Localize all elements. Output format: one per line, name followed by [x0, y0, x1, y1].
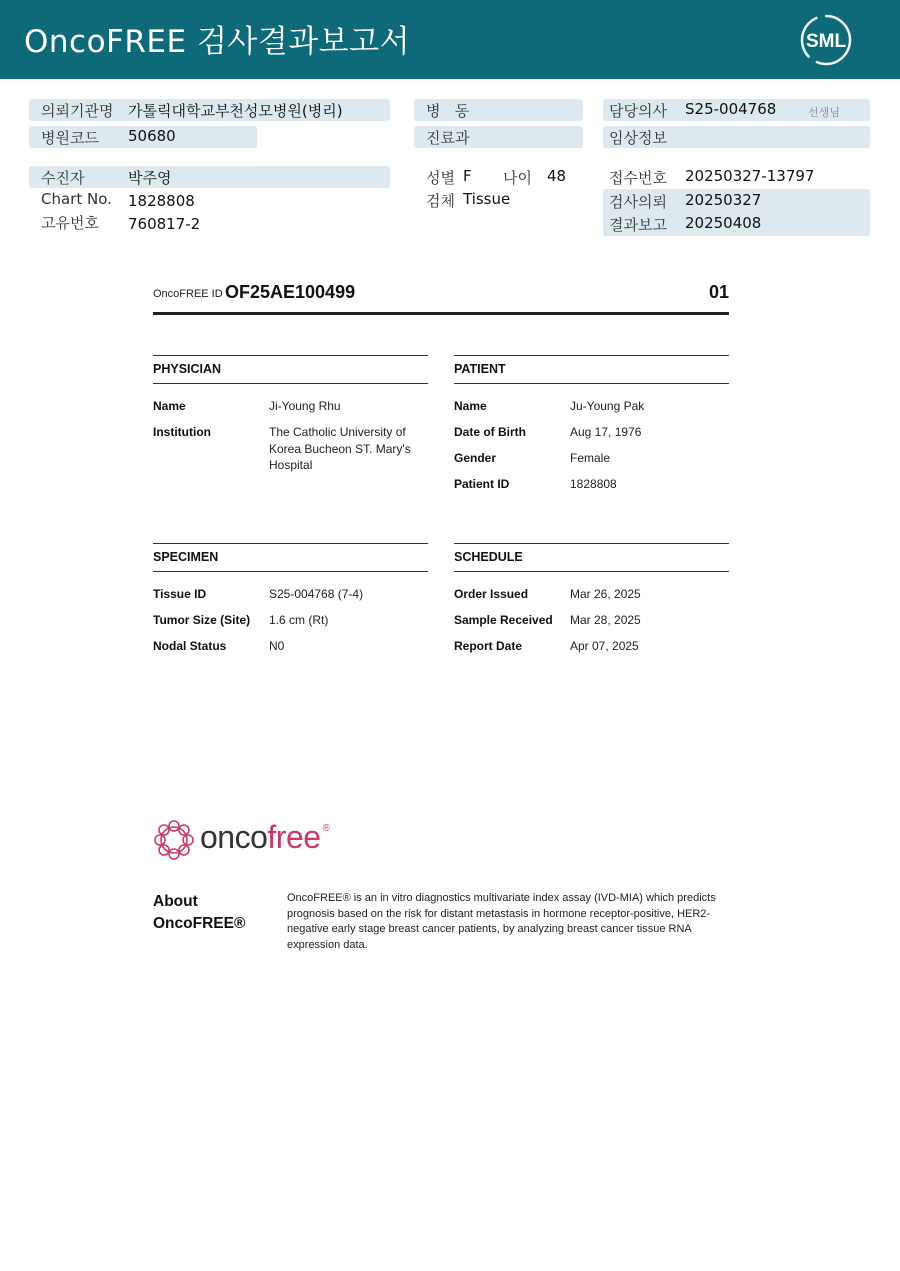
- schedule-report-value: Apr 07, 2025: [570, 639, 639, 653]
- nodal-status-value: N0: [269, 639, 285, 653]
- physician-title: PHYSICIAN: [153, 355, 428, 384]
- oncofree-emblem-icon: [152, 818, 196, 862]
- oncofree-logo: [152, 818, 342, 864]
- specimen-label: 검체: [426, 192, 455, 210]
- sex-label: 성별: [426, 169, 455, 187]
- order-issued-row: [454, 586, 729, 604]
- order-issued-label: Order Issued: [454, 587, 529, 601]
- patient-value: 박주영: [128, 169, 172, 187]
- sex-value: F: [463, 167, 472, 185]
- hospital-label: 의뢰기관명: [41, 102, 114, 120]
- schedule-title: SCHEDULE: [454, 543, 729, 572]
- hospital-value: 가톨릭대학교부천성모병원(병리): [128, 102, 343, 120]
- page-number: 01: [708, 282, 729, 302]
- patient-gender-value: Female: [570, 451, 611, 465]
- oncofree-wordmark: [200, 819, 330, 856]
- unique-value: 760817-2: [128, 215, 201, 233]
- receipt-label: 접수번호: [609, 169, 667, 187]
- oncofree-id-label: OncoFREE ID: [153, 288, 223, 300]
- request-value: 20250327: [685, 191, 762, 209]
- patient-gender-label: Gender: [454, 451, 497, 465]
- doctor-value: S25-004768: [685, 100, 777, 118]
- nodal-status-label: Nodal Status: [153, 639, 227, 653]
- physician-institution-value: The Catholic University of Korea Bucheon ST. Mary's Hospital: [269, 425, 411, 472]
- physician-name-value: Ji-Young Rhu: [269, 399, 341, 413]
- tissue-id-label: Tissue ID: [153, 587, 207, 601]
- patient-name-row: [454, 398, 729, 416]
- patient-id-row: [454, 476, 729, 494]
- nodal-status-row: [153, 638, 428, 656]
- patient-id-value: 1828808: [570, 477, 617, 491]
- schedule-report-label: Report Date: [454, 639, 523, 653]
- chart-label: Chart No.: [41, 190, 112, 208]
- wordmark-free: free: [267, 819, 321, 855]
- age-label: 나이: [503, 169, 532, 187]
- report-title: OncoFREE 검사결과보고서: [24, 24, 411, 60]
- sample-received-value: Mar 28, 2025: [570, 613, 641, 627]
- patient-dob-row: [454, 424, 729, 442]
- request-label: 검사의뢰: [609, 193, 667, 211]
- receipt-value: 20250327-13797: [685, 167, 815, 185]
- chart-value: 1828808: [128, 192, 195, 210]
- patient-title: PATIENT: [454, 355, 729, 384]
- about-title: [153, 891, 245, 935]
- specimen-section: [153, 543, 428, 656]
- unique-label: 고유번호: [41, 214, 99, 232]
- physician-name-label: Name: [153, 399, 186, 413]
- tissue-id-row: [153, 586, 428, 604]
- wordmark-reg: ®: [322, 823, 330, 834]
- physician-institution-label: Institution: [153, 425, 211, 439]
- sml-logo-text: SML: [805, 31, 847, 52]
- hospital-code-value: 50680: [128, 127, 176, 145]
- patient-name-label: Name: [454, 399, 487, 413]
- doctor-suffix: 선생님: [808, 106, 840, 119]
- age-value: 48: [547, 167, 567, 185]
- physician-institution-row: [153, 424, 428, 474]
- specimen-value: Tissue: [463, 190, 511, 208]
- patient-gender-row: [454, 450, 729, 468]
- ward-label: 병 동: [426, 102, 470, 120]
- wordmark-onco: onco: [200, 819, 268, 855]
- report-date-row: [454, 638, 729, 656]
- about-title-line2: OncoFREE®: [153, 915, 246, 932]
- physician-name-row: [153, 398, 428, 416]
- patient-section: [454, 355, 729, 494]
- tumor-size-label: Tumor Size (Site): [153, 613, 251, 627]
- patient-dob-value: Aug 17, 1976: [570, 425, 642, 439]
- schedule-section: [454, 543, 729, 656]
- oncofree-id-value: OF25AE100499: [225, 282, 356, 302]
- report-header: [0, 0, 900, 79]
- oncofree-id-row: [153, 281, 729, 315]
- report-date-value: 20250408: [685, 214, 762, 232]
- tumor-size-row: [153, 612, 428, 630]
- doctor-label: 담당의사: [609, 102, 667, 120]
- patient-dob-label: Date of Birth: [454, 425, 526, 439]
- about-title-line1: About: [153, 893, 198, 910]
- hospital-code-label: 병원코드: [41, 129, 99, 147]
- about-text: OncoFREE® is an in vitro diagnostics multivariate index assay (IVD-MIA) which predicts prognosis based on the risk for distant metastasis in hormone receptor-positive, HER2-negative early stage breast cancer patients, by analyzing breast cancer tissue RNA expression data.: [287, 892, 716, 951]
- physician-section: [153, 355, 428, 474]
- patient-label: 수진자: [41, 169, 85, 187]
- clinical-label: 임상정보: [609, 129, 667, 147]
- patient-id-label: Patient ID: [454, 477, 510, 491]
- specimen-title: SPECIMEN: [153, 543, 428, 572]
- sml-logo: [798, 12, 854, 68]
- tissue-id-value: S25-004768 (7-4): [269, 587, 364, 601]
- sample-received-row: [454, 612, 729, 630]
- sample-received-label: Sample Received: [454, 613, 553, 627]
- patient-name-value: Ju-Young Pak: [570, 399, 645, 413]
- order-issued-value: Mar 26, 2025: [570, 587, 641, 601]
- tumor-size-value: 1.6 cm (Rt): [269, 613, 329, 627]
- department-label: 진료과: [426, 129, 470, 147]
- report-date-label: 결과보고: [609, 216, 667, 234]
